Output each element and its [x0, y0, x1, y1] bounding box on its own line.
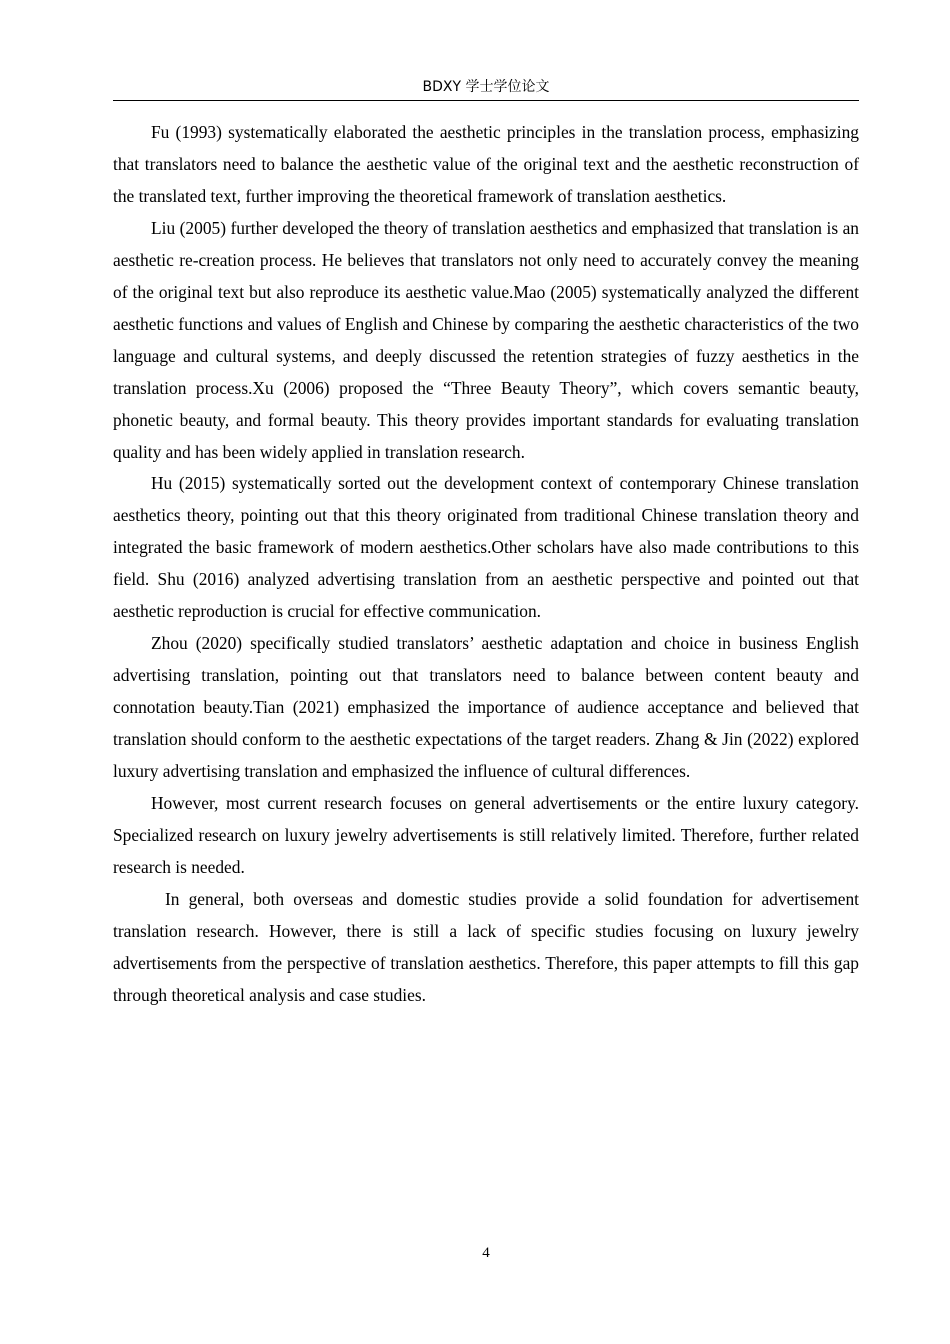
- page-number: 4: [482, 1245, 490, 1261]
- body-text: [113, 117, 859, 1012]
- paragraph-research-gap: However, most current research focuses on general advertisements or the entire luxury category. Specialized research on luxury jewelry advertisements is still relatively limited. Therefore, further related research is needed.: [113, 793, 859, 877]
- paragraph-fu: Fu (1993) systematically elaborated the aesthetic principles in the translation process, emphasizing that translators need to balance the aesthetic value of the original text and the aesthetic reconstruction of the translated text, further improving the theoretical framework of translation aesthetics.: [113, 122, 859, 206]
- paragraph-hu-shu: Hu (2015) systematically sorted out the development context of contemporary Chinese translation aesthetics theory, pointing out that this theory originated from traditional Chinese translation theory and integrated the basic framework of modern aesthetics.Other scholars have also made contributions to this field. Shu (2016) analyzed advertising translation from an aesthetic perspective and pointed out that aesthetic reproduction is crucial for effective communication.: [113, 473, 859, 622]
- paragraph-liu-mao-xu: Liu (2005) further developed the theory of translation aesthetics and emphasized that translation is an aesthetic re-creation process. He believes that translators not only need to accurately convey the meaning of the original text but also reproduce its aesthetic value.Mao (2005) systematically analyzed the different aesthetic functions and values of English and Chinese by comparing the aesthetic characteristics of the two language and cultural systems, and deeply discussed the retention strategies of fuzzy aesthetics in the translation process.Xu (2006) proposed the “Three Beauty Theory”, which covers semantic beauty, phonetic beauty, and formal beauty. This theory provides important standards for evaluating translation quality and has been widely applied in translation research.: [113, 217, 859, 462]
- header-rule: [113, 100, 859, 101]
- running-header: BDXY 学士学位论文: [422, 79, 550, 95]
- paragraph-conclusion: In general, both overseas and domestic studies provide a solid foundation for advertisement translation research. However, there is still a lack of specific studies focusing on luxury jewelry advertisements from the perspective of translation aesthetics. Therefore, this paper attempts to fill this gap through theoretical analysis and case studies.: [113, 888, 859, 1005]
- paragraph-zhou-tian-zhang: Zhou (2020) specifically studied translators’ aesthetic adaptation and choice in business English advertising translation, pointing out that translators need to balance between content beauty and connotation beauty.Tian (2021) emphasized the importance of audience acceptance and believed that translation should conform to the aesthetic expectations of the target readers. Zhang & Jin (2022) explored luxury advertising translation and emphasized the influence of cultural differences.: [113, 633, 859, 782]
